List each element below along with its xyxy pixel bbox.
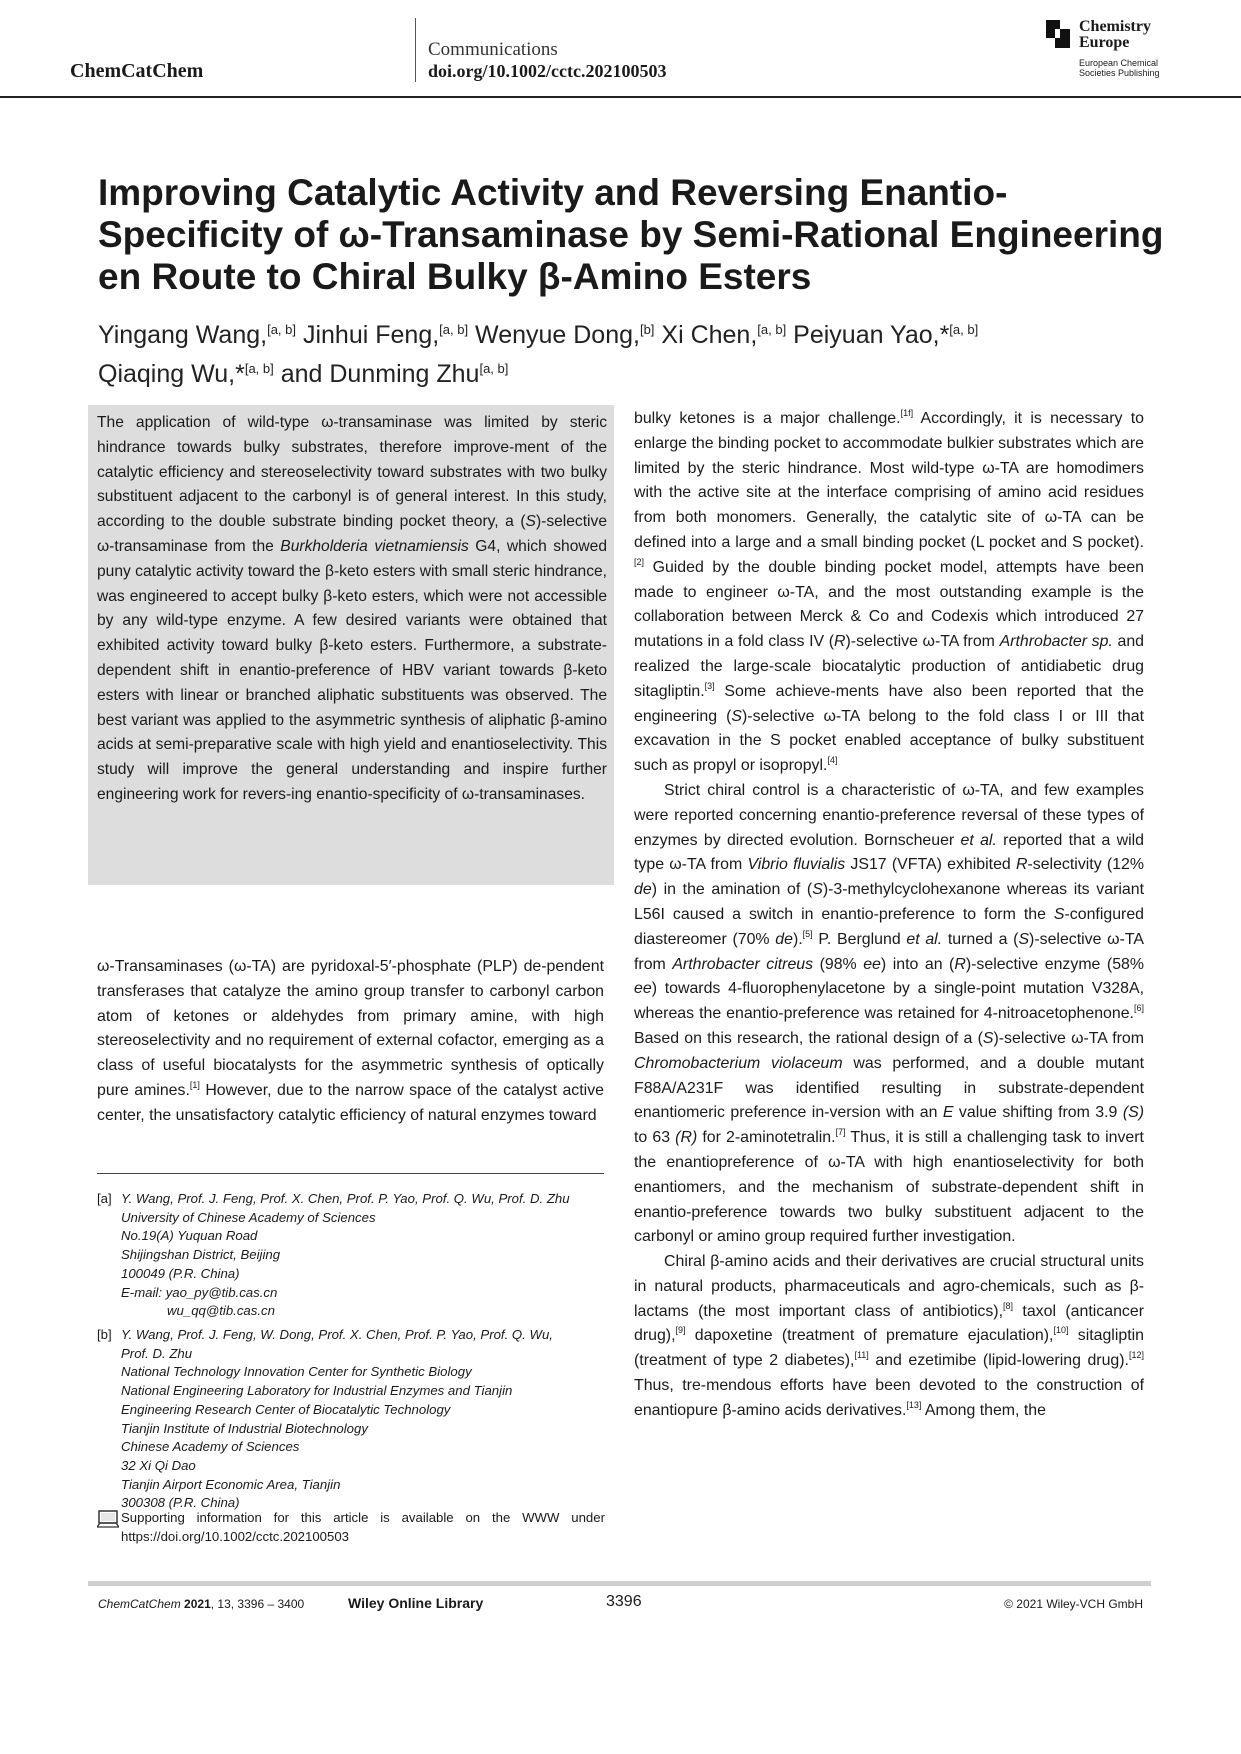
citation-ref[interactable]: [10] [1053,1325,1069,1336]
header-divider [415,18,416,82]
chemistry-europe-logo-icon [1046,20,1070,48]
header-rule [0,96,1241,98]
author-affiliation: [a, b] [949,322,979,337]
author-name: Jinhui Feng, [302,321,440,349]
citation-ref[interactable]: [8] [1003,1300,1014,1311]
citation-ref[interactable]: [1] [189,1079,200,1090]
section-label: Communications [428,39,558,60]
page-number: 3396 [606,1593,642,1610]
citation-ref[interactable]: [12] [1128,1350,1144,1361]
publisher-tagline-line2: Societies Publishing [1079,68,1160,78]
affiliation-footnote-a: [a] Y. Wang, Prof. J. Feng, Prof. X. Chen, Prof. P. Yao, Prof. Q. Wu, Prof. D. Zhu University of Chinese Academy of Sciences No.19(A) Yuquan Road Shijingshan District, Beijing 100049 (P.R. China) E-mail: yao_py@tib.cas.cn wu_qq@tib.cas.cn [97,1190,607,1325]
paragraph: bulky ketones is a major challenge.[1f] Accordingly, it is necessary to enlarge the binding pocket to accommodate bulkier substrates which are limited by the steric hindrance. Most wild-type ω-TA are homodimers with the active site at the interface comprising of amino acid residues from both monomers. Generally, the catalytic site of ω-TA can be defined into a large and a small binding pocket (L pocket and S pocket).[2] Guided by the double binding pocket model, attempts have been made to engineer ω-TA, and the most outstanding example is the collaboration between Merck & Co and Codexis which introduced 27 mutations in a fold class IV (R)-selective ω-TA from Arthrobacter sp. and realized the large-scale biocatalytic production of antidiabetic drug sitagliptin.[3] Some achieve-ments have also been reported that the engineering (S)-selective ω-TA belong to the fold class I or III that excavation in the S pocket enabled acceptance of bulky substituent such as propyl or isopropyl.[4] [634,408,1145,775]
publisher-name-line1: Chemistry [1079,18,1151,35]
footer-bar [88,1581,1151,1586]
author-name: Xi Chen, [661,321,758,349]
citation-ref[interactable]: [13] [906,1399,922,1410]
paper-title: Improving Catalytic Activity and Reversing Enantio-Specificity of ω-Transaminase by Semi-Rational Engineering en Route to Chiral Bulky β-Amino Esters [98,172,1164,297]
author-affiliation: [a, b] [439,322,469,337]
paragraph: Chiral β-amino acids and their derivatives are crucial structural units in natural products, pharmaceuticals and agro-chemicals, such as β-lactams (the most important class of antibiotics),[8] taxol (anticancer drug),[9] dapoxetine (treatment of premature ejaculation),[10] sitagliptin (treatment of type 2 diabetes),[11] and ezetimibe (lipid-lowering drug).[12] Thus, tre-mendous efforts have been devoted to the construction of enantiopure β-amino acids derivatives.[13] Among them, the [634,1253,1144,1419]
affiliation-footnote-b: [b] Y. Wang, Prof. J. Feng, W. Dong, Prof. X. Chen, Prof. P. Yao, Prof. Q. Wu, Prof. D. Zhu National Technology Innovation Center for Synthetic Biology National Engineering Laboratory for Industrial Enzymes and Tianjin Engineering Research Center of Biocatalytic Technology Tianjin Institute of Industrial Biotechnology Chinese Academy of Sciences 32 Xi Qi Dao Tianjin Airport Economic Area, Tianjin 300308 (P.R. China) [97,1327,553,1511]
citation-ref[interactable]: [6] [1133,1003,1144,1014]
abstract-text: The application of wild-type ω-transaminase was limited by steric hindrance towards bulky substrates, therefore improve-ment of the catalytic efficiency and stereoselectivity toward substrates with two bulky substituent adjacent to the carbonyl is of general interest. In this study, according to the double substrate binding pocket theory, a (S)-selective ω-transaminase from the Burkholderia vietnamiensis G4, which showed puny catalytic activity toward the β-keto esters with small steric hindrance, was engineered to accept bulky β-keto esters, which were not accessible by any wild-type enzyme. A few desired variants were obtained that exhibited activity toward bulky β-keto esters. Furthermore, a substrate-dependent shift in enantio-preference of HBV variant towards β-keto esters with linear or branched aliphatic substituents was observed. The best variant was applied to the asymmetric synthesis of aliphatic β-amino acids at semi-preparative scale with high yield and enantioselectivity. This study will improve the general understanding and inspire further engineering work for revers-ing enantio-specificity of ω-transaminases. [97,414,607,803]
author-name: Wenyue Dong, [475,321,640,349]
supporting-info-note [97,1508,607,1548]
author-affiliation: [b] [639,322,655,337]
email-link[interactable]: wu_qq@tib.cas.cn [167,1303,275,1319]
footnote-label: [b] [97,1327,112,1342]
citation-ref[interactable]: [11] [854,1350,869,1361]
footer-citation: ChemCatChem 2021, 13, 3396 – 3400 [98,1597,305,1611]
author-name: and Dunming Zhu [280,360,480,388]
citation-ref[interactable]: [1f] [900,408,914,418]
author-name: Yingang Wang, [98,321,268,349]
doi-link[interactable]: doi.org/10.1002/cctc.202100503 [428,61,667,81]
wiley-online-library-link[interactable]: Wiley Online Library [348,1595,484,1611]
right-column [634,407,1144,1424]
author-affiliation: [a, b] [244,361,274,376]
author-affiliation: [a, b] [757,322,787,337]
citation-ref[interactable]: [5] [802,928,813,939]
paragraph: Strict chiral control is a characteristic of ω-TA, and few examples were reported concerning enantio-preference reversal of these types of enzymes by directed evolution. Bornscheuer et al. reported that a wild type ω-TA from Vibrio fluvialis JS17 (VFTA) exhibited R-selectivity (12% de) in the amination of (S)-3-methylcyclohexanone whereas its variant L56I caused a switch in enantio-preference to form the S-configured diastereomer (70% de).[5] P. Berglund et al. turned a (S)-selective ω-TA from Arthrobacter citreus (98% ee) into an (R)-selective enzyme (58% ee) towards 4-fluorophenylacetone by a single-point mutation V328A, whereas the enantio-preference was retained for 4-nitroacetophenone.[6] Based on this research, the rational design of a (S)-selective ω-TA from Chromobacterium violaceum was performed, and a double mutant F88A/A231F was identified resulting in substrate-dependent enantiomeric preference in-version with an E value shifting from 3.9 (S) to 63 (R) for 2-aminotetralin.[7] Thus, it is still a challenging task to invert the enantiopreference of ω-TA with high enantioselectivity for both enantiomers, and the mechanism of substrate-dependent shift in enantio-preference towards two bulky substituent adjacent to the carbonyl or amino group required further investigation. [634,781,1145,1246]
footnote-label: [a] [97,1191,112,1206]
author-list [98,313,1168,391]
citation-ref[interactable]: [2] [634,556,645,567]
author-name: Peiyuan Yao,* [793,321,950,349]
intro-paragraph: ω-Transaminases (ω-TA) are pyridoxal-5′-phosphate (PLP) de-pendent transferases that catalyze the amino group transfer to carbonyl carbon atom of ketones or aldehydes from primary amine, with high stereoselectivity and no requirement of external cofactor, emerging as a class of useful biocatalysts for the asymmetric synthesis of optically pure amines.[1] However, due to the narrow space of the catalyst active center, the unsatisfactory catalytic efficiency of natural enzymes toward [97,958,604,1124]
computer-icon [97,1510,119,1528]
publisher-tagline-line1: European Chemical [1079,58,1159,68]
footnote-rule [97,1173,604,1174]
copyright-notice: © 2021 Wiley-VCH GmbH [1004,1597,1143,1611]
author-affiliation: [a, b] [479,361,509,376]
citation-ref[interactable]: [9] [675,1325,686,1336]
citation-ref[interactable]: [4] [827,755,838,766]
citation-ref[interactable]: [3] [704,680,715,691]
publisher-logo [1046,18,1186,82]
supporting-info-text[interactable]: Supporting information for this article is available on the WWW under https://doi.org/10.1002/cctc.202100503 [121,1510,605,1544]
author-name: Qiaqing Wu,* [98,360,245,388]
publisher-name-line2: Europe [1079,34,1130,51]
citation-ref[interactable]: [7] [835,1127,846,1138]
email-link[interactable]: E-mail: yao_py@tib.cas.cn [121,1284,278,1300]
journal-name: ChemCatChem [70,60,204,82]
author-affiliation: [a, b] [267,322,297,337]
